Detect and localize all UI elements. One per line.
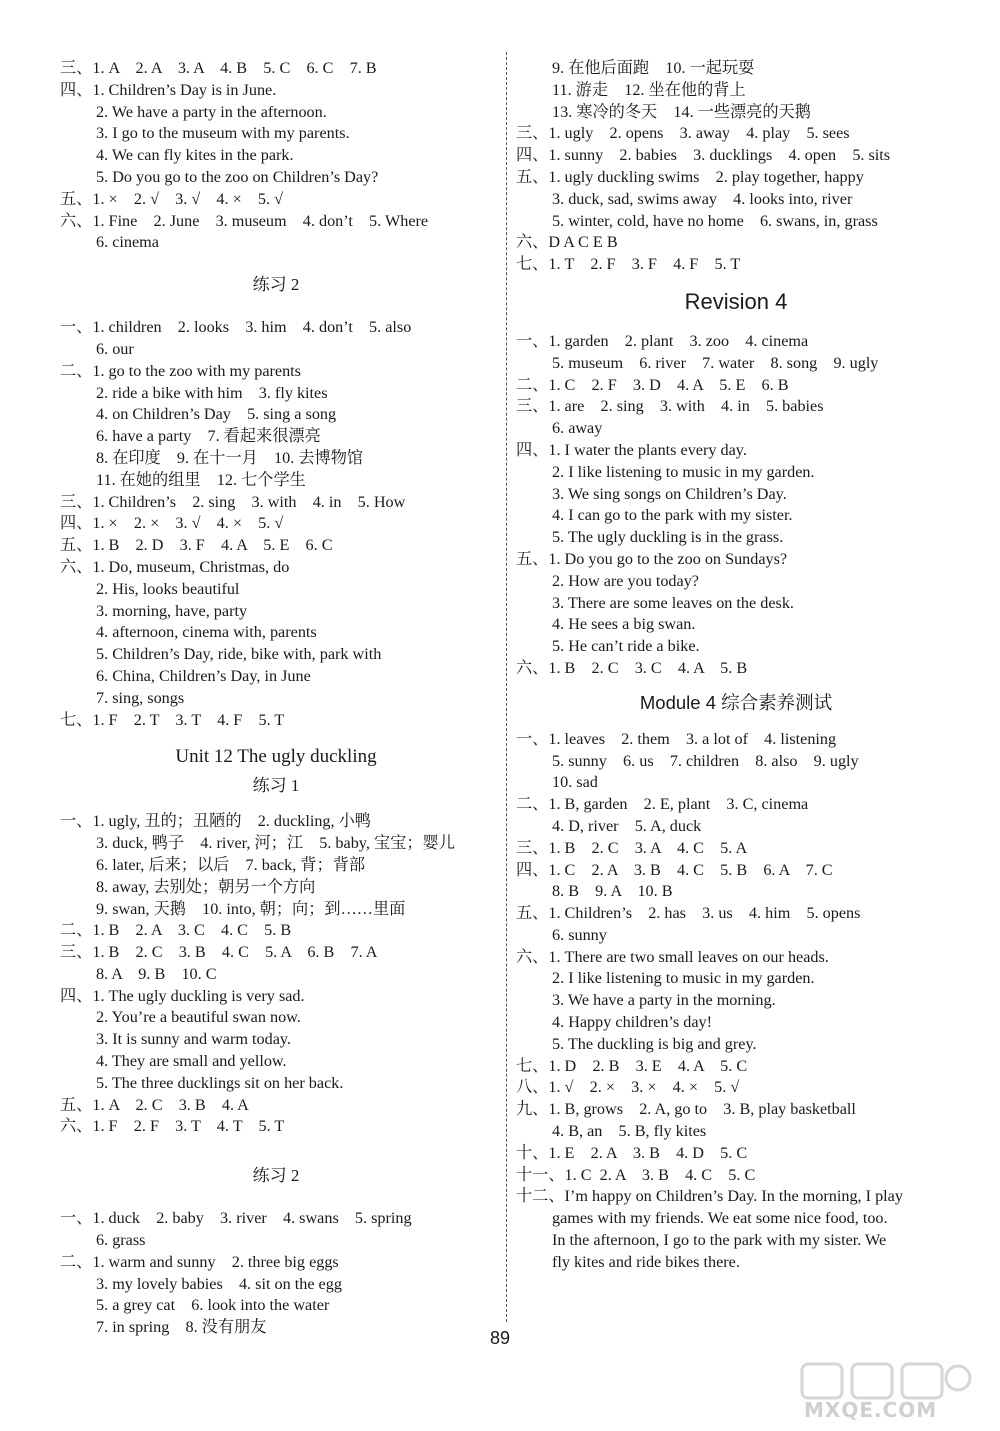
answer-line: 五、1. Do you go to the zoo on Sundays? [516, 549, 788, 568]
answer-line: 二、1. C 2. F 3. D 4. A 5. E 6. B [516, 375, 789, 394]
answer-line-continued: 11. 在她的组里 12. 七个学生 [96, 470, 306, 489]
answer-line-continued: 6. China, Children’s Day, in June [96, 666, 311, 685]
answer-line: 一、1. duck 2. baby 3. river 4. swans 5. spring [60, 1209, 412, 1228]
answer-line-continued: 9. swan, 天鹅 10. into, 朝；向；到……里面 [96, 899, 406, 918]
answer-line-continued: 3. There are some leaves on the desk. [552, 593, 794, 612]
answer-line-continued: In the afternoon, I go to the park with my sister. We [552, 1231, 887, 1250]
answer-line-continued: 6. later, 后来；以后 7. back, 背；背部 [96, 855, 366, 874]
answer-line-continued: 3. duck, 鸭子 4. river, 河；江 5. baby, 宝宝；婴儿 [96, 834, 455, 853]
answer-line-continued: 5. Do you go to the zoo on Children’s Day? [96, 167, 379, 186]
answer-line-continued: 3. morning, have, party [96, 601, 248, 620]
answer-line: 六、1. Do, museum, Christmas, do [60, 557, 290, 576]
answer-line-continued: 5. a grey cat 6. look into the water [96, 1296, 330, 1315]
answer-line-continued: 5. The duckling is big and grey. [552, 1034, 757, 1053]
answer-line-continued: 8. B 9. A 10. B [552, 882, 673, 901]
answer-line-continued: 6. our [96, 339, 134, 358]
answer-line: 四、1. C 2. A 3. B 4. C 5. B 6. A 7. C [516, 860, 833, 879]
answer-line-continued: 2. We have a party in the afternoon. [96, 102, 327, 121]
answer-line-continued: fly kites and ride bikes there. [552, 1252, 740, 1271]
answer-line-continued: games with my friends. We eat some nice food, too. [552, 1209, 888, 1228]
page-number: 89 [489, 1328, 511, 1348]
answer-line-continued: 3. my lovely babies 4. sit on the egg [96, 1274, 342, 1293]
answer-line: 十一、1. C 2. A 3. B 4. C 5. C [516, 1165, 756, 1184]
answer-line-continued: 11. 游走 12. 坐在他的背上 [552, 80, 746, 99]
answer-line: 五、1. ugly duckling swims 2. play together, happy [516, 167, 864, 186]
answer-line-continued: 5. sunny 6. us 7. children 8. also 9. ugly [552, 751, 859, 770]
answer-line-continued: 3. duck, sad, swims away 4. looks into, river [552, 189, 853, 208]
answer-line-continued: 6. sunny [552, 925, 607, 944]
answer-line-continued: 9. 在他后面跑 10. 一起玩耍 [552, 59, 755, 77]
answer-line-continued: 5. He can’t ride a bike. [552, 637, 700, 656]
answer-line-continued: 4. They are small and yellow. [96, 1052, 287, 1071]
answer-line: 九、1. B, grows 2. A, go to 3. B, play basketball [516, 1100, 856, 1119]
left-column [60, 58, 492, 1339]
answer-line: 六、1. F 2. F 3. T 4. T 5. T [60, 1117, 285, 1136]
answer-line-continued: 7. sing, songs [96, 688, 185, 707]
answer-line: 六、1. There are two small leaves on our heads. [516, 947, 829, 966]
answer-line: 二、1. go to the zoo with my parents [60, 361, 301, 380]
answer-line: 五、1. A 2. C 3. B 4. A [60, 1095, 249, 1114]
answer-line-continued: 5. winter, cold, have no home 6. swans, in, grass [552, 211, 878, 230]
answer-line: 二、1. B 2. A 3. C 4. C 5. B [60, 921, 292, 940]
answer-line-continued: 8. 在印度 9. 在十一月 10. 去博物馆 [96, 448, 364, 467]
answer-line-continued: 5. The three ducklings sit on her back. [96, 1073, 344, 1092]
answer-line-continued: 8. away, 去别处；朝另一个方向 [96, 877, 316, 896]
module-test-heading: Module 4 综合素养测试 [639, 691, 833, 713]
answer-line: 五、1. Children’s 2. has 3. us 4. him 5. opens [516, 904, 861, 923]
answer-line: 四、1. Children’s Day is in June. [60, 80, 277, 99]
answer-line: 一、1. leaves 2. them 3. a lot of 4. listening [516, 729, 837, 748]
answer-line: 十、1. E 2. A 3. B 4. D 5. C [516, 1143, 748, 1162]
answer-line: 四、1. sunny 2. babies 3. ducklings 4. open 5. sits [516, 146, 891, 165]
answer-line: 七、1. T 2. F 3. F 4. F 5. T [516, 255, 741, 274]
answer-line: 四、1. The ugly duckling is very sad. [60, 986, 305, 1005]
answer-line-continued: 2. I like listening to music in my garden. [552, 969, 815, 988]
watermark-url: MXQE.COM [804, 1398, 938, 1422]
answer-line: 二、1. B, garden 2. E, plant 3. C, cinema [516, 795, 809, 814]
answer-line-continued: 4. I can go to the park with my sister. [552, 506, 793, 525]
answer-line-continued: 5. museum 6. river 7. water 8. song 9. ugly [552, 353, 879, 372]
answer-line: 六、1. B 2. C 3. C 4. A 5. B [516, 658, 748, 677]
answer-line: 三、1. Children’s 2. sing 3. with 4. in 5. How [60, 492, 406, 511]
answer-line: 三、1. B 2. C 3. B 4. C 5. A 6. B 7. A [60, 943, 378, 962]
answer-line: 八、1. √ 2. × 3. × 4. × 5. √ [516, 1078, 740, 1097]
answer-line: 三、1. are 2. sing 3. with 4. in 5. babies [516, 397, 824, 416]
answer-line: 五、1. × 2. √ 3. √ 4. × 5. √ [60, 189, 283, 208]
answer-line: 三、1. B 2. C 3. A 4. C 5. A [516, 838, 748, 857]
answer-line: 一、1. garden 2. plant 3. zoo 4. cinema [516, 331, 809, 350]
answer-line-continued: 2. I like listening to music in my garden. [552, 462, 815, 481]
answer-line-continued: 4. D, river 5. A, duck [552, 816, 702, 835]
answer-line-continued: 2. You’re a beautiful swan now. [96, 1008, 301, 1027]
answer-line-continued: 4. Happy children’s day! [552, 1013, 713, 1032]
answer-line-continued: 3. It is sunny and warm today. [96, 1030, 291, 1049]
answer-line-continued: 6. cinema [96, 233, 159, 252]
answer-line-continued: 2. ride a bike with him 3. fly kites [96, 383, 328, 402]
answer-line: 二、1. warm and sunny 2. three big eggs [60, 1252, 339, 1271]
answer-line-continued: 4. on Children’s Day 5. sing a song [96, 405, 337, 424]
answer-line-continued: 2. His, looks beautiful [96, 579, 240, 598]
answer-line: 七、1. D 2. B 3. E 4. A 5. C [516, 1056, 748, 1075]
answer-line-continued: 3. We sing songs on Children’s Day. [552, 484, 787, 503]
revision-heading: Revision 4 [684, 288, 788, 314]
answer-line: 四、1. × 2. × 3. √ 4. × 5. √ [60, 514, 284, 533]
answer-line-continued: 3. We have a party in the morning. [552, 991, 776, 1010]
answer-line-continued: 6. away [552, 419, 603, 438]
answer-line-continued: 10. sad [552, 773, 598, 792]
answer-line: 七、1. F 2. T 3. T 4. F 5. T [60, 710, 285, 729]
column-divider [506, 52, 507, 1322]
answer-line: 一、1. children 2. looks 3. him 4. don’t 5. also [60, 318, 412, 337]
answer-line: 六、1. Fine 2. June 3. museum 4. don’t 5. Where [60, 211, 429, 230]
answer-line-continued: 7. in spring 8. 没有朋友 [96, 1318, 267, 1337]
answer-line-continued: 4. We can fly kites in the park. [96, 146, 294, 165]
answer-line-continued: 2. How are you today? [552, 571, 699, 590]
watermark-logo [798, 1358, 976, 1424]
right-column [516, 58, 956, 1274]
exercise-heading: 练习 1 [252, 776, 300, 796]
unit-heading: Unit 12 The ugly duckling [175, 746, 377, 768]
answer-line-continued: 6. have a party 7. 看起来很漂亮 [96, 427, 321, 446]
answer-line-continued: 13. 寒冷的冬天 14. 一些漂亮的天鹅 [552, 102, 811, 121]
answer-line: 三、1. A 2. A 3. A 4. B 5. C 6. C 7. B [60, 59, 377, 77]
answer-line-continued: 5. Children’s Day, ride, bike with, park with [96, 645, 382, 664]
answer-line: 四、1. I water the plants every day. [516, 440, 747, 459]
answer-line: 五、1. B 2. D 3. F 4. A 5. E 6. C [60, 536, 333, 555]
answer-line-continued: 6. grass [96, 1231, 146, 1250]
answer-line: 三、1. ugly 2. opens 3. away 4. play 5. sees [516, 124, 850, 143]
answer-line-continued: 5. The ugly duckling is in the grass. [552, 528, 784, 547]
answer-line-continued: 4. B, an 5. B, fly kites [552, 1122, 707, 1141]
answer-line-continued: 8. A 9. B 10. C [96, 964, 217, 983]
exercise-heading: 练习 2 [252, 1166, 300, 1186]
answer-line: 十二、I’m happy on Children’s Day. In the morning, I play [516, 1187, 903, 1206]
answer-line: 一、1. ugly, 丑的；丑陋的 2. duckling, 小鸭 [60, 812, 371, 831]
answer-line-continued: 4. afternoon, cinema with, parents [96, 623, 317, 642]
exercise-heading: 练习 2 [252, 275, 300, 295]
answer-line-continued: 3. I go to the museum with my parents. [96, 124, 350, 143]
answer-line: 六、D A C E B [516, 233, 618, 252]
answer-line-continued: 4. He sees a big swan. [552, 615, 696, 634]
